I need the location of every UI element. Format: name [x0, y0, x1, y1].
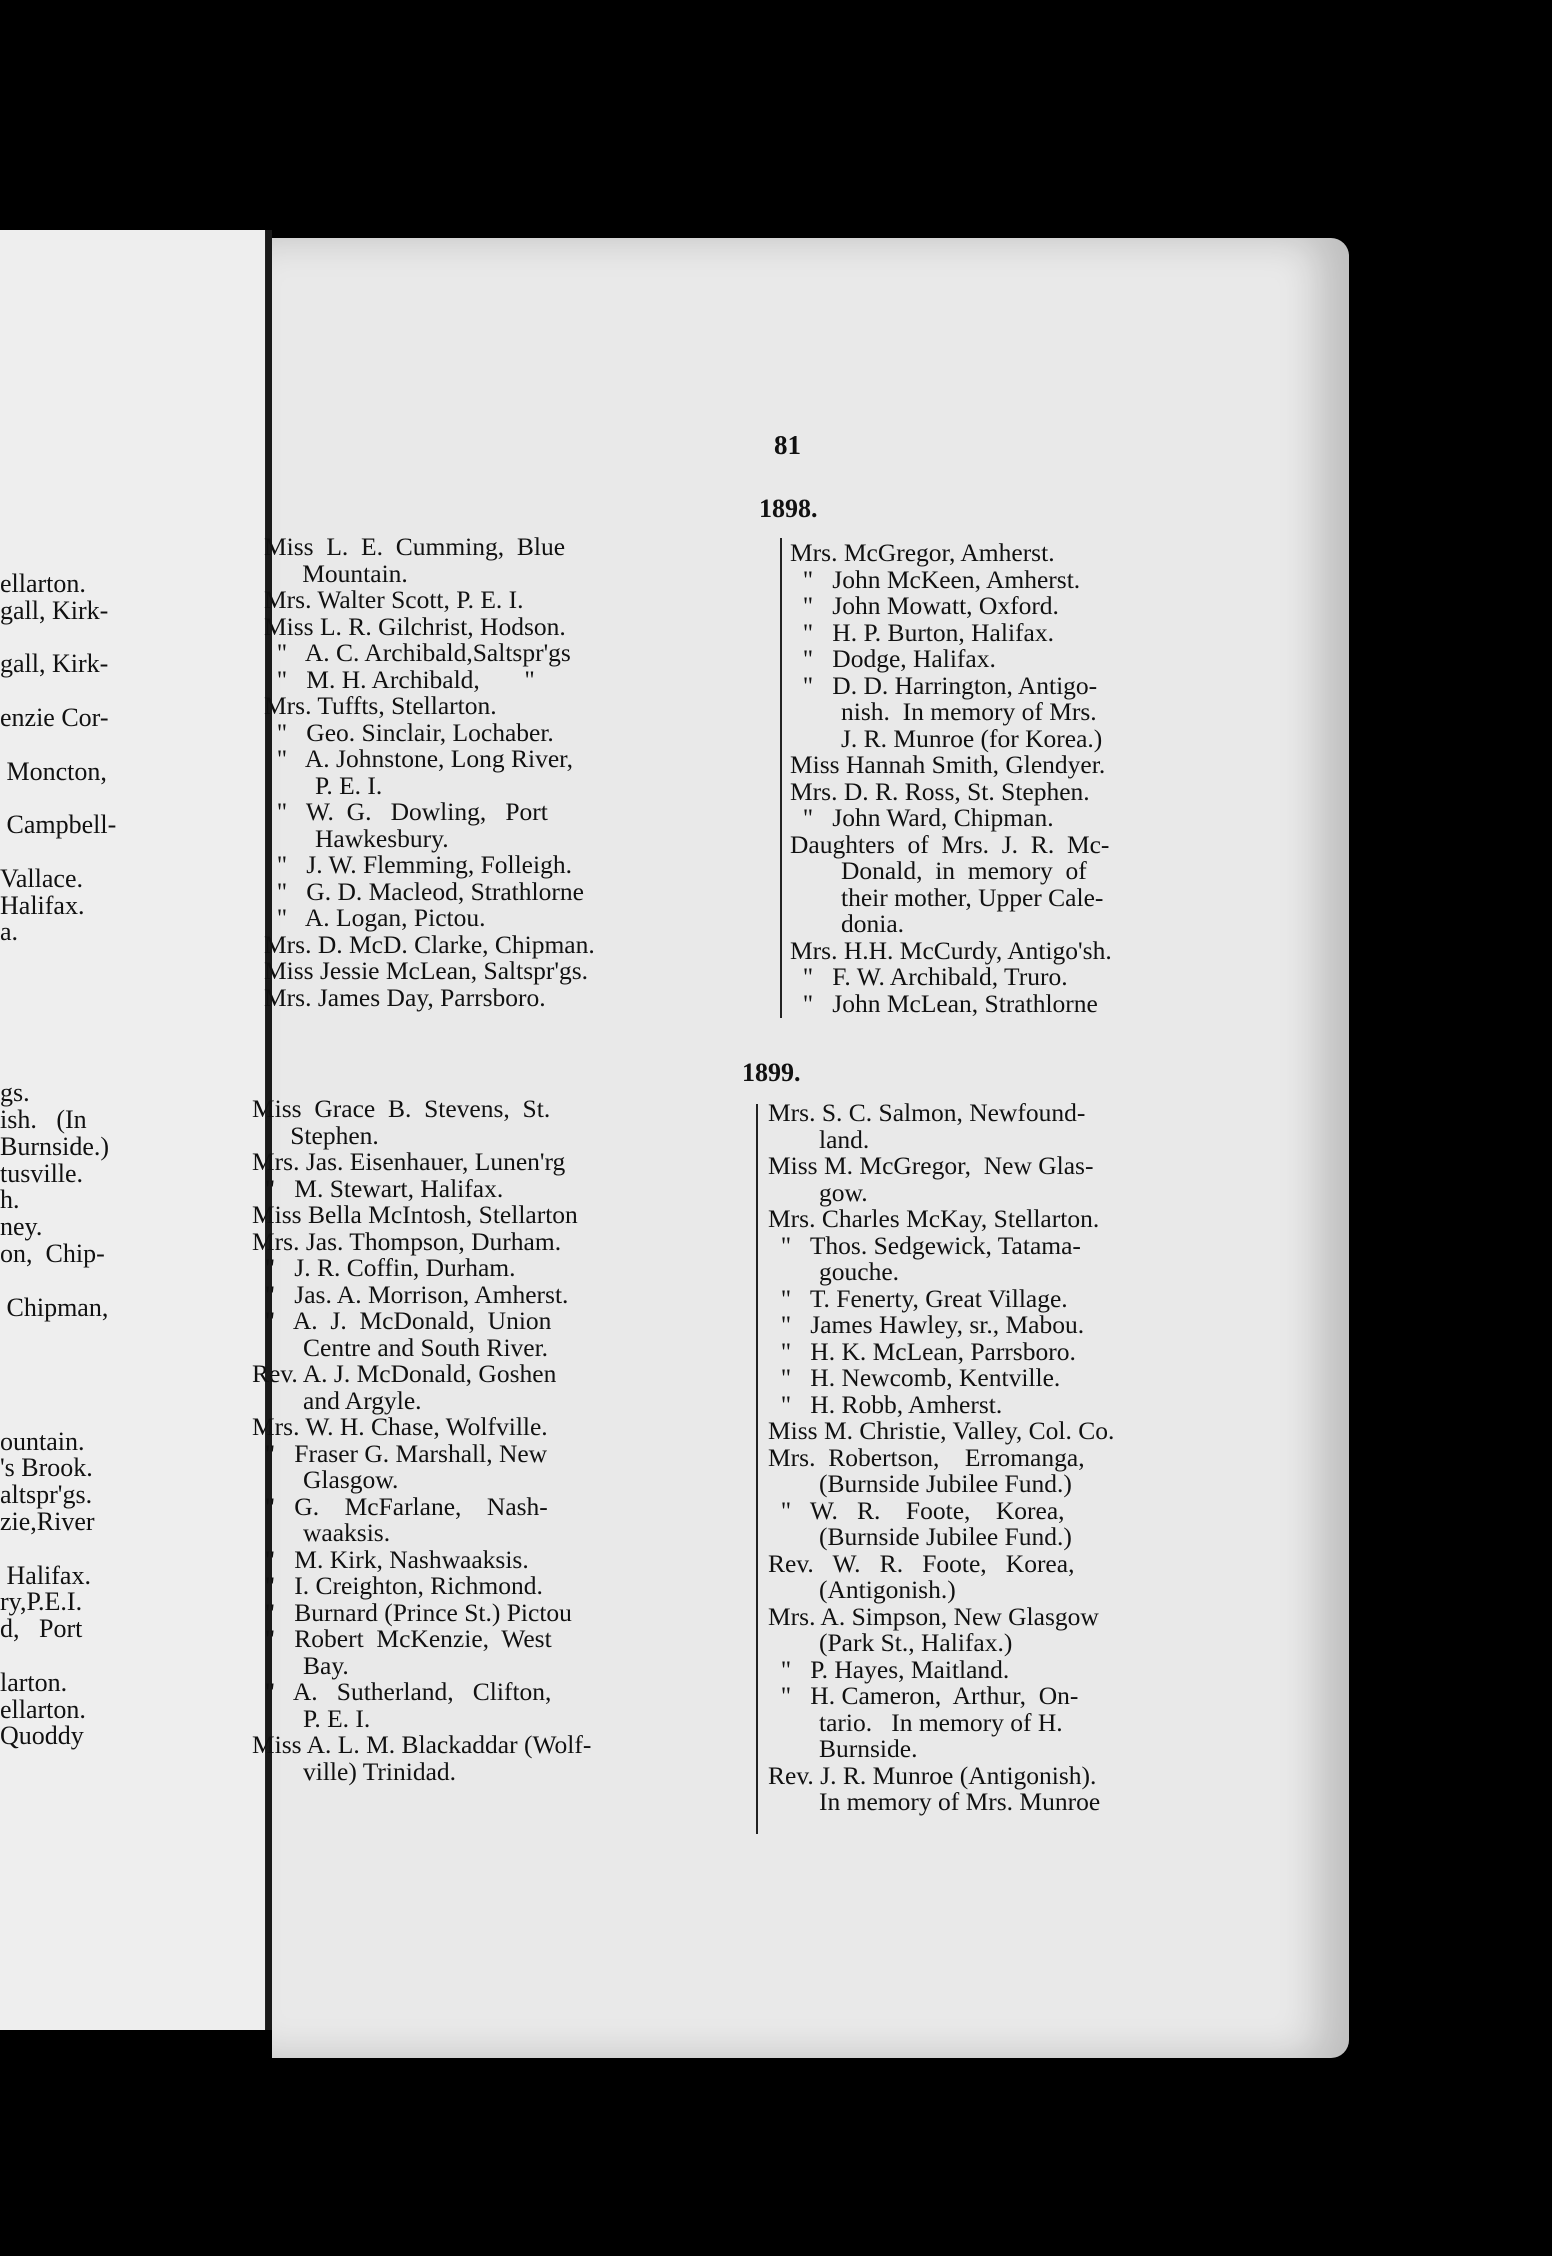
donor-line: Mountain. — [264, 558, 408, 588]
donor-line: " H. P. Burton, Halifax. — [790, 617, 1054, 647]
donor-line: In memory of Mrs. Munroe — [768, 1787, 1101, 1816]
column-rule-1898 — [780, 538, 782, 1018]
facing-page-line: Halifax. — [0, 891, 85, 920]
donor-line: " M. Stewart, Halifax. — [252, 1173, 504, 1203]
donor-line: Mrs. Charles McKay, Stellarton. — [768, 1204, 1100, 1233]
facing-page-line: ney. — [0, 1213, 43, 1242]
donor-line: gow. — [768, 1177, 868, 1207]
facing-page-line: Burnside.) — [0, 1132, 110, 1161]
donor-line: " J. R. Coffin, Durham. — [252, 1253, 516, 1282]
facing-page-line: Chipman, — [0, 1293, 109, 1322]
facing-page-line: ellarton. — [0, 570, 86, 598]
donor-line: " H. Robb, Amherst. — [768, 1389, 1003, 1419]
year-heading-1898: 1898. — [759, 494, 818, 523]
donor-line: Mrs. Robertson, Erromanga, — [768, 1442, 1085, 1472]
facing-page-line: on, Chip- — [0, 1240, 105, 1268]
donor-line: Miss M. McGregor, New Glas- — [768, 1151, 1094, 1180]
donor-line: " Dodge, Halifax. — [790, 644, 996, 673]
donor-line: Mrs. H.H. McCurdy, Antigo'sh. — [790, 935, 1112, 965]
donor-line: and Argyle. — [252, 1385, 422, 1415]
donor-line: " W. G. Dowling, Port — [264, 797, 548, 826]
donor-line: ville) Trinidad. — [252, 1756, 457, 1786]
facing-page-line: ountain. — [0, 1427, 85, 1456]
donor-line: " D. D. Harrington, Antigo- — [790, 670, 1098, 700]
donor-line: their mother, Upper Cale- — [790, 882, 1104, 912]
donor-list-1898-left — [264, 534, 595, 1011]
donor-line: tario. In memory of H. — [768, 1707, 1063, 1737]
donor-line: P. E. I. — [264, 770, 383, 800]
donor-line: Hawkesbury. — [264, 823, 449, 853]
facing-page-line: Campbell- — [0, 811, 117, 840]
donor-line: Daughters of Mrs. J. R. Mc- — [790, 829, 1110, 859]
donor-line: " Burnard (Prince St.) Pictou — [252, 1597, 572, 1627]
donor-line: Mrs. McGregor, Amherst. — [790, 538, 1055, 567]
facing-page-line: gs. — [0, 1079, 30, 1108]
facing-page-line: enzie Cor- — [0, 704, 109, 732]
donor-line: " Thos. Sedgewick, Tatama- — [768, 1230, 1081, 1260]
donor-line: P. E. I. — [252, 1703, 371, 1733]
page-number: 81 — [774, 430, 801, 460]
donor-line: Rev. J. R. Munroe (Antigonish). — [768, 1760, 1097, 1790]
donor-line: " John Mowatt, Oxford. — [790, 591, 1059, 620]
donor-line: nish. In memory of Mrs. — [790, 697, 1097, 726]
facing-page-line: ellarton. — [0, 1695, 86, 1724]
donor-line: Burnside. — [768, 1734, 918, 1763]
donor-line: " A. J. McDonald, Union — [252, 1306, 552, 1335]
donor-line: gouche. — [768, 1257, 900, 1286]
donor-line: " J. W. Flemming, Folleigh. — [264, 850, 572, 879]
donor-line: " G. D. Macleod, Strathlorne — [264, 876, 584, 906]
facing-page-line: d, Port — [0, 1615, 83, 1644]
donor-line: Centre and South River. — [252, 1332, 549, 1362]
facing-page-line: 's Brook. — [0, 1454, 93, 1483]
donor-line: " M. H. Archibald, " — [264, 664, 535, 694]
facing-page-line: tusville. — [0, 1159, 84, 1188]
facing-page-line: ish. (In — [0, 1106, 87, 1134]
facing-page-line: gall, Kirk- — [0, 650, 109, 679]
donor-line: Mrs. Jas. Thompson, Durham. — [252, 1226, 562, 1256]
donor-line: Miss A. L. M. Blackaddar (Wolf- — [252, 1730, 592, 1759]
facing-page-line: Halifax. — [0, 1561, 91, 1590]
donor-line: " H. Cameron, Arthur, On- — [768, 1681, 1079, 1710]
donor-line: " F. W. Archibald, Truro. — [790, 962, 1068, 991]
facing-page-line: Moncton, — [0, 757, 107, 786]
column-rule-1899 — [756, 1104, 758, 1834]
donor-line: donia. — [790, 909, 905, 938]
donor-line: J. R. Munroe (for Korea.) — [790, 723, 1103, 753]
facing-page-line: Quoddy — [0, 1722, 84, 1751]
donor-list-1899-left — [252, 1096, 591, 1785]
donor-line: Miss L. R. Gilchrist, Hodson. — [264, 611, 566, 641]
donor-line: Mrs. A. Simpson, New Glasgow — [768, 1601, 1099, 1631]
donor-line: " John McKeen, Amherst. — [790, 564, 1081, 594]
donor-line: " John McLean, Strathlorne — [790, 988, 1098, 1018]
donor-line: " Fraser G. Marshall, New — [252, 1438, 548, 1468]
donor-line: Mrs. D. McD. Clarke, Chipman. — [264, 929, 595, 959]
donor-line: Mrs. Tuffts, Stellarton. — [264, 691, 497, 720]
facing-page-line: zie,River — [0, 1508, 95, 1536]
donor-line: " I. Creighton, Richmond. — [252, 1571, 543, 1600]
donor-line: Miss L. E. Cumming, Blue — [264, 532, 566, 561]
facing-page-line: Vallace. — [0, 864, 84, 893]
donor-line: " Robert McKenzie, West — [252, 1624, 552, 1653]
donor-line: " H. K. McLean, Parrsboro. — [768, 1336, 1076, 1366]
donor-line: Mrs. W. H. Chase, Wolfville. — [252, 1412, 548, 1441]
facing-page-line: altspr'gs. — [0, 1481, 93, 1510]
facing-page-fragment — [0, 230, 267, 2030]
donor-line: Mrs. Walter Scott, P. E. I. — [264, 585, 524, 614]
donor-line: Mrs. James Day, Parrsboro. — [264, 982, 546, 1012]
donor-list-1898-right — [790, 540, 1112, 1017]
donor-line: waaksis. — [252, 1518, 391, 1547]
donor-line: Rev. A. J. McDonald, Goshen — [252, 1359, 557, 1388]
donor-line: Mrs. S. C. Salmon, Newfound- — [768, 1098, 1086, 1127]
donor-line: Miss Grace B. Stevens, St. — [252, 1094, 551, 1123]
donor-line: " Jas. A. Morrison, Amherst. — [252, 1279, 569, 1309]
facing-page-line: gall, Kirk- — [0, 596, 109, 625]
facing-page-line: larton. — [0, 1668, 68, 1697]
donor-line: " James Hawley, sr., Mabou. — [768, 1310, 1085, 1339]
donor-line: " John Ward, Chipman. — [790, 803, 1054, 832]
donor-line: Mrs. Jas. Eisenhauer, Lunen'rg — [252, 1147, 566, 1176]
donor-line: Miss Bella McIntosh, Stellarton — [252, 1200, 578, 1229]
donor-line: " T. Fenerty, Great Village. — [768, 1283, 1068, 1313]
donor-line: " Geo. Sinclair, Lochaber. — [264, 717, 554, 747]
donor-line: " H. Newcomb, Kentville. — [768, 1363, 1061, 1392]
donor-list-1899-right — [768, 1100, 1114, 1816]
donor-line: Mrs. D. R. Ross, St. Stephen. — [790, 776, 1090, 806]
donor-line: " G. McFarlane, Nash- — [252, 1491, 548, 1521]
donor-line: (Park St., Halifax.) — [768, 1628, 1013, 1657]
facing-page-line: a. — [0, 918, 19, 947]
donor-line: " A. Logan, Pictou. — [264, 903, 486, 932]
donor-line: Miss Hannah Smith, Glendyer. — [790, 750, 1106, 779]
page-81 — [252, 238, 1349, 2058]
donor-line: " A. Sutherland, Clifton, — [252, 1677, 552, 1706]
donor-line: " P. Hayes, Maitland. — [768, 1654, 1010, 1684]
facing-page-line: h. — [0, 1186, 20, 1215]
donor-line: " W. R. Foote, Korea, — [768, 1495, 1065, 1525]
donor-line: " A. C. Archibald,Saltspr'gs — [264, 638, 571, 667]
donor-line: Glasgow. — [252, 1465, 399, 1494]
year-heading-1899: 1899. — [742, 1058, 801, 1087]
donor-line: Stephen. — [252, 1120, 379, 1150]
donor-line: Miss M. Christie, Valley, Col. Co. — [768, 1416, 1115, 1445]
donor-line: Miss Jessie McLean, Saltspr'gs. — [264, 956, 589, 985]
facing-page-line: ry,P.E.I. — [0, 1588, 83, 1617]
donor-line: " M. Kirk, Nashwaaksis. — [252, 1544, 529, 1574]
donor-line: Bay. — [252, 1650, 349, 1680]
donor-line: Donald, in memory of — [790, 856, 1087, 885]
donor-line: " A. Johnstone, Long River, — [264, 744, 574, 773]
donor-line: (Burnside Jubilee Fund.) — [768, 1469, 1072, 1498]
donor-line: (Burnside Jubilee Fund.) — [768, 1522, 1072, 1551]
donor-line: Rev. W. R. Foote, Korea, — [768, 1548, 1075, 1578]
donor-line: (Antigonish.) — [768, 1575, 956, 1604]
donor-line: land. — [768, 1124, 870, 1154]
